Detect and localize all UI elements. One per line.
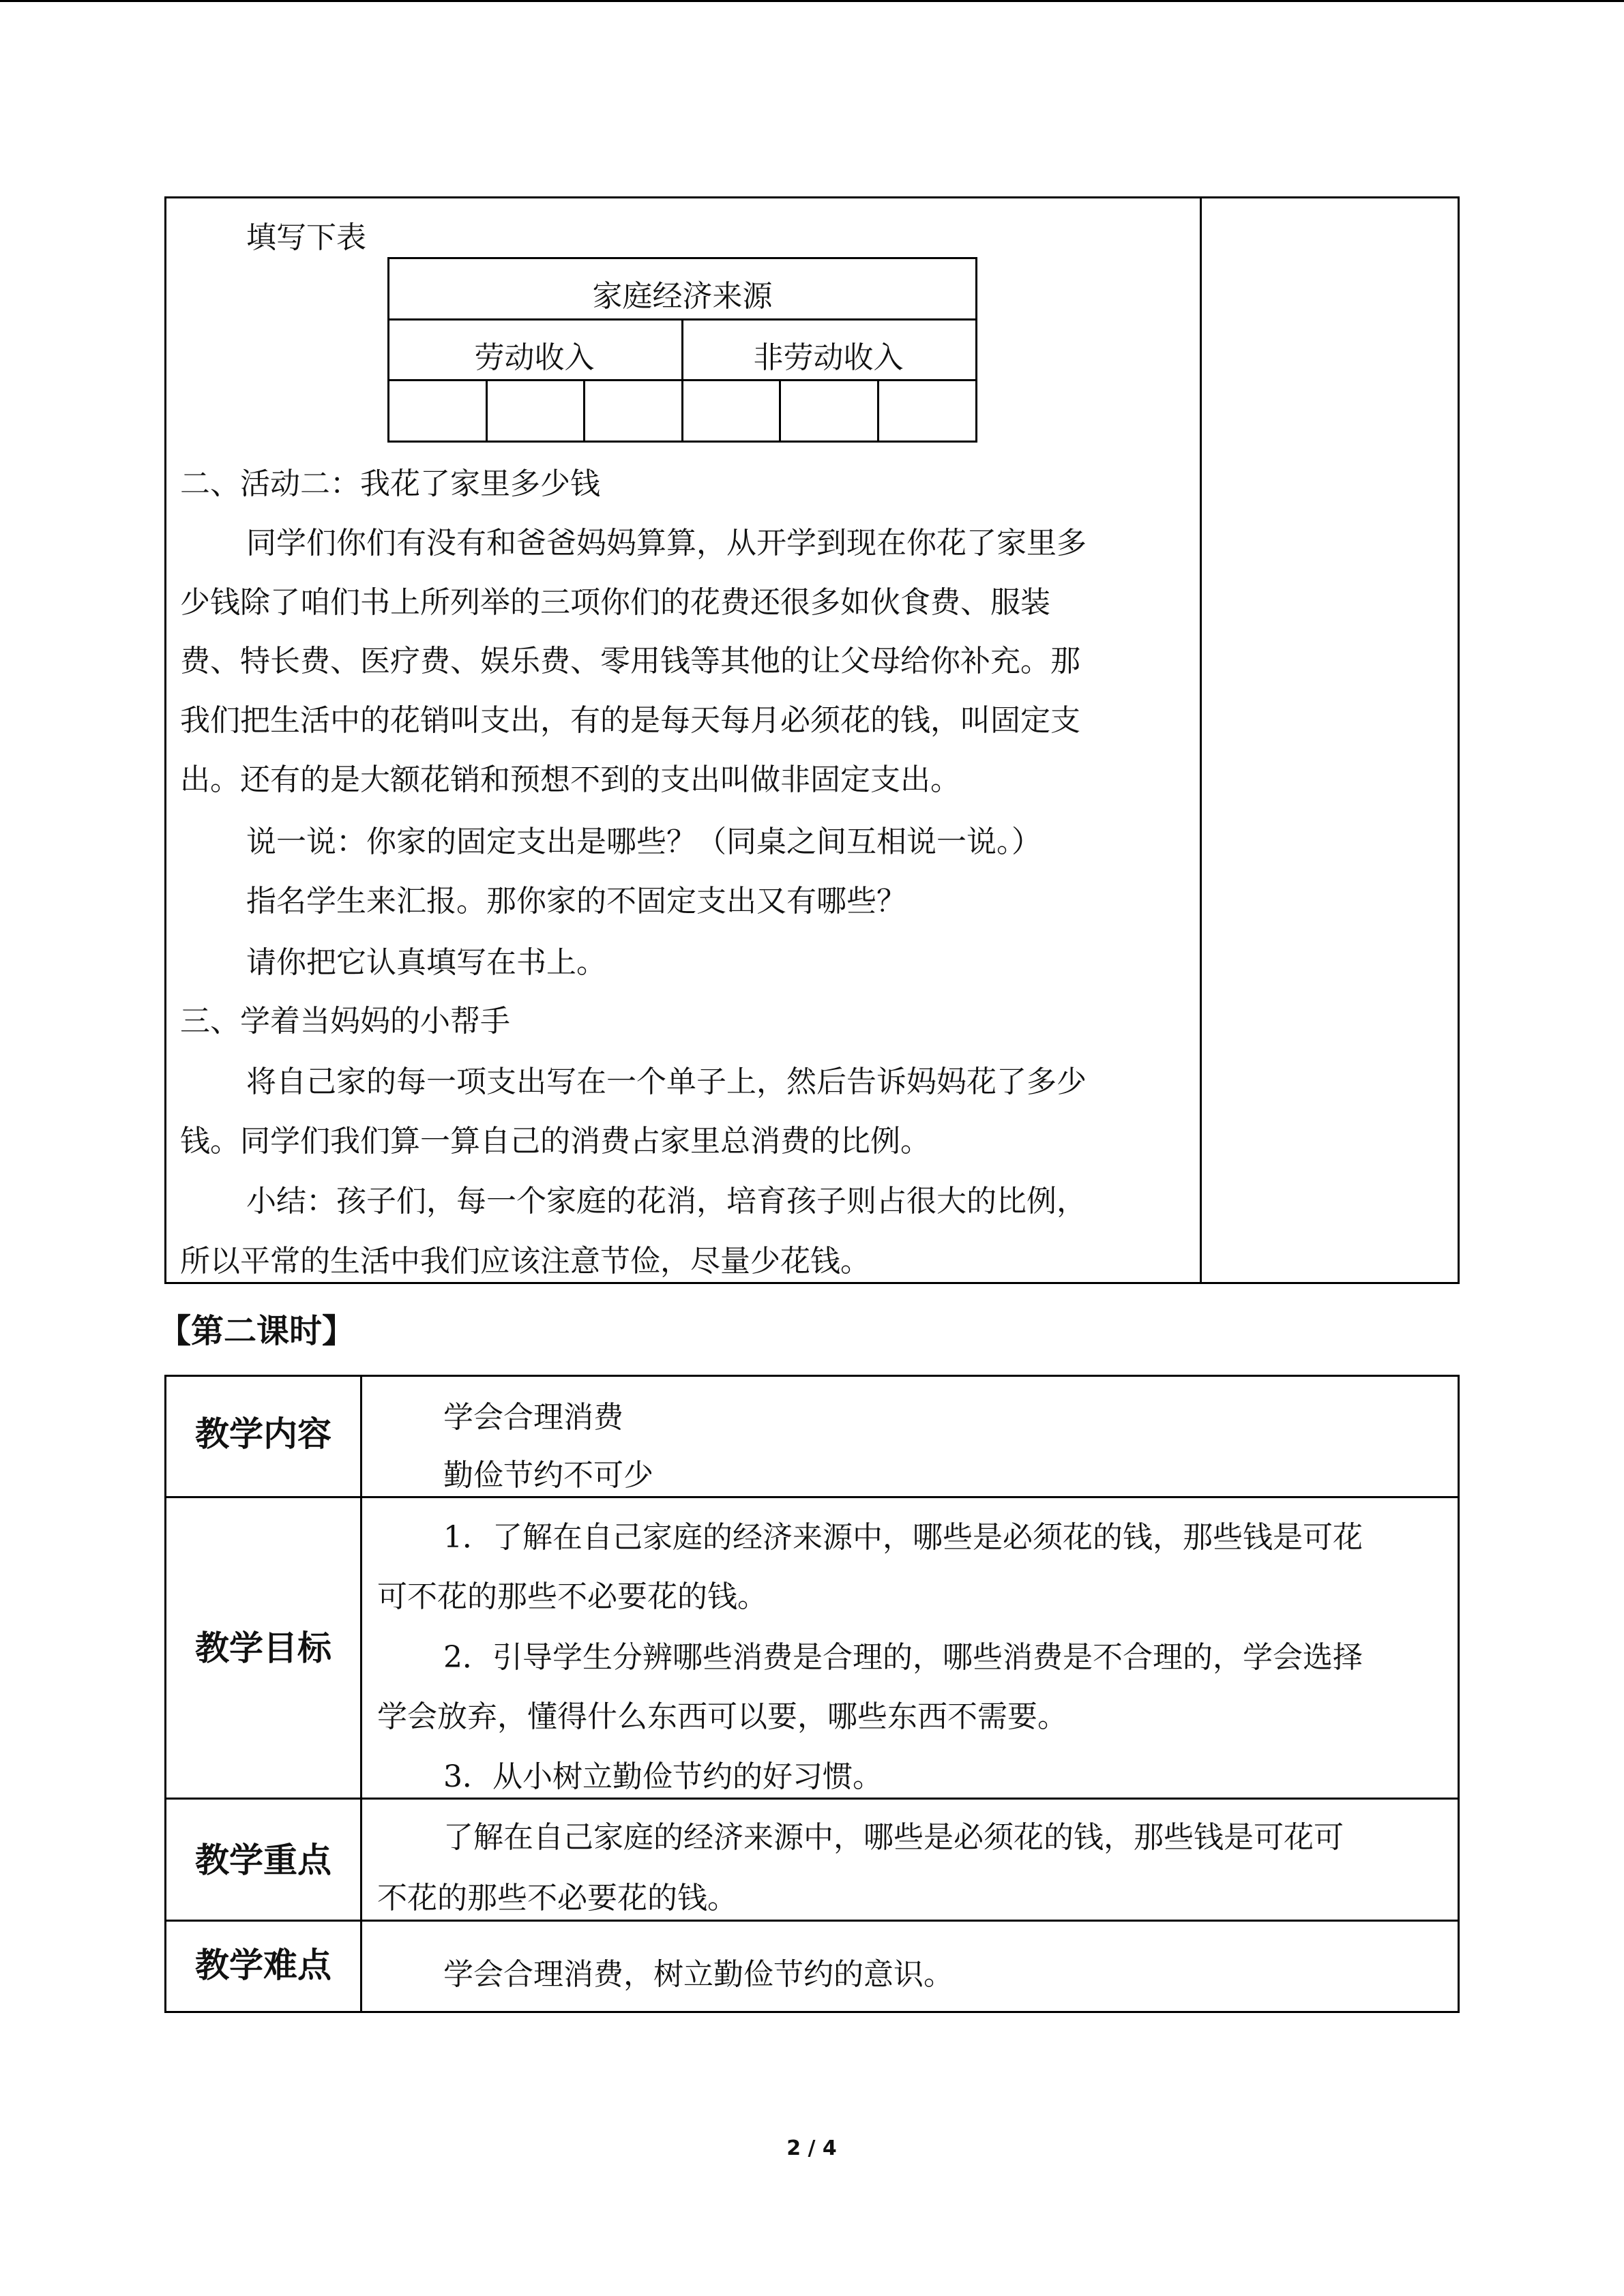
labor-income-header: 劳动收入 — [474, 340, 595, 375]
paragraph-line: 我们把生活中的花销叫支出，有的是每天每月必须花的钱，叫固定支 — [180, 703, 1080, 738]
teaching-difficulty-line: 学会合理消费，树立勤俭节约的意识。 — [443, 1957, 954, 1992]
teaching-goal-line: 1．了解在自己家庭的经济来源中，哪些是必须花的钱，那些钱是可花 — [443, 1520, 1363, 1555]
report-prompt: 指名学生来汇报。那你家的不固定支出又有哪些？ — [246, 884, 906, 919]
non-labor-income-header: 非劳动收入 — [753, 340, 904, 375]
summary-line: 所以平常的生活中我们应该注意节俭，尽量少花钱。 — [180, 1244, 870, 1279]
page-top-border — [0, 0, 1624, 2]
teaching-key-line: 了解在自己家庭的经济来源中，哪些是必须花的钱，那些钱是可花可 — [443, 1820, 1344, 1855]
paragraph-line: 同学们你们有没有和爸爸妈妈算算，从开学到现在你花了家里多 — [246, 526, 1087, 561]
teaching-content-line: 勤俭节约不可少 — [443, 1458, 653, 1493]
teaching-key-line: 不花的那些不必要花的钱。 — [377, 1881, 737, 1915]
income-blank-cell[interactable] — [781, 381, 877, 441]
income-blank-cell[interactable] — [879, 381, 975, 441]
teaching-goal-line: 学会放弃，懂得什么东西可以要，哪些东西不需要。 — [377, 1699, 1067, 1734]
paragraph-line: 费、特长费、医疗费、娱乐费、零用钱等其他的让父母给你补充。那 — [180, 644, 1080, 679]
teaching-goal-line: 可不花的那些不必要花的钱。 — [377, 1579, 767, 1614]
page-number: 2 / 4 — [786, 2136, 837, 2160]
say-prompt: 说一说：你家的固定支出是哪些？（同桌之间互相说一说。） — [246, 824, 1042, 859]
teaching-content-line: 学会合理消费 — [443, 1400, 623, 1435]
summary-line: 小结：孩子们，每一个家庭的花消，培育孩子则占很大的比例， — [246, 1184, 1087, 1219]
income-blank-cell[interactable] — [683, 381, 779, 441]
paragraph-line: 钱。同学们我们算一算自己的消费占家里总消费的比例。 — [180, 1124, 930, 1159]
paragraph-line: 将自己家的每一项支出写在一个单子上，然后告诉妈妈花了多少 — [246, 1064, 1087, 1099]
fill-book-prompt: 请你把它认真填写在书上。 — [246, 945, 606, 980]
paragraph-line: 出。还有的是大额花销和预想不到的支出叫做非固定支出。 — [180, 762, 960, 797]
activity3-title: 三、学着当妈妈的小帮手 — [180, 1004, 510, 1039]
fill-table-intro: 填写下表 — [246, 220, 366, 255]
paragraph-line: 少钱除了咱们书上所列举的三项你们的花费还很多如伙食费、服装 — [180, 585, 1050, 620]
teaching-goals-label: 教学目标 — [195, 1628, 331, 1668]
teaching-key-label: 教学重点 — [195, 1840, 331, 1880]
income-blank-cell[interactable] — [585, 381, 681, 441]
teaching-difficulty-label: 教学难点 — [195, 1945, 331, 1985]
teaching-goal-line: 2．引导学生分辨哪些消费是合理的，哪些消费是不合理的，学会选择 — [443, 1640, 1363, 1675]
teaching-goal-line: 3．从小树立勤俭节约的好习惯。 — [443, 1759, 883, 1794]
income-blank-cell[interactable] — [488, 381, 583, 441]
lesson2-heading: 【第二课时】 — [158, 1312, 355, 1350]
income-blank-cell[interactable] — [389, 381, 486, 441]
income-table-title: 家庭经济来源 — [592, 279, 773, 314]
activity2-title: 二、活动二：我花了家里多少钱 — [180, 466, 600, 501]
teaching-content-label: 教学内容 — [195, 1414, 331, 1454]
